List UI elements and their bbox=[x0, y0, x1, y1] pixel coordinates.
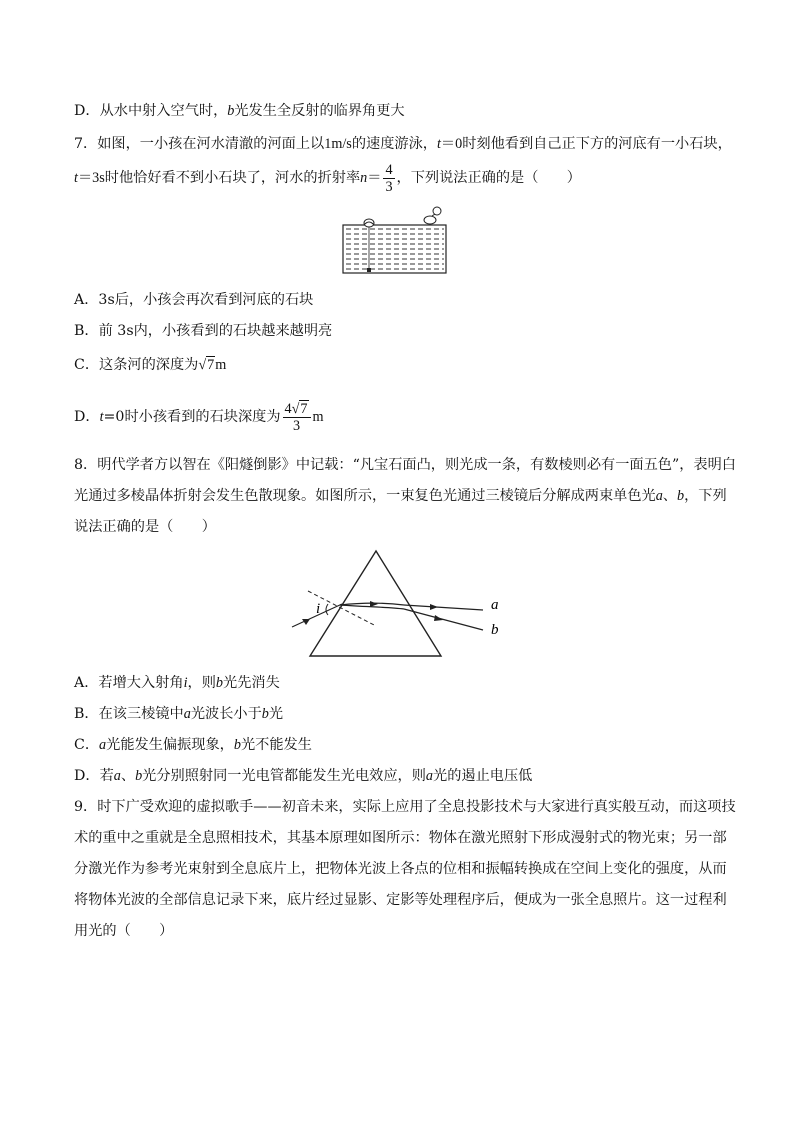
q8-optd-pre: D．若 bbox=[74, 768, 114, 784]
q9-stem-line3: 分激光作为参考光束射到全息底片上，把物体光波上各点的位相和振幅转换成在空间上变化的强度，从而 bbox=[74, 861, 727, 877]
var-a: a bbox=[99, 737, 107, 753]
q8-option-b bbox=[74, 704, 283, 724]
q7-option-d bbox=[74, 396, 324, 438]
q7-river-figure bbox=[340, 205, 450, 275]
var-b: b bbox=[135, 768, 143, 784]
q8-stem-line1: 8．明代学者方以智在《阳燧倒影》中记载：“凡宝石面凸，则光成一条，有数棱则必有一面五色”，表明白 bbox=[74, 457, 736, 473]
q9-stem-line1: 9．时下广受欢迎的虚拟歌手——初音未来，实际上应用了全息投影技术与大家进行真实般互动，而这项技 bbox=[74, 799, 736, 815]
ray-b-label: b bbox=[491, 622, 499, 638]
q6-optd-text-2: 光发生全反射的临界角更大 bbox=[234, 103, 405, 119]
child-right-icon bbox=[424, 207, 441, 224]
q7-speed: 1m/s bbox=[324, 136, 352, 152]
frac-coef: 4 bbox=[284, 400, 292, 417]
q6-option-d bbox=[74, 101, 405, 121]
sqrt-7: √7 bbox=[198, 357, 215, 373]
var-b: b bbox=[261, 706, 269, 722]
var-b: b bbox=[677, 488, 685, 504]
q9-stem-line2: 术的重中之重就是全息照相技术，其基本原理如图所示：物体在激光照射下形成漫射式的物光束；另一部 bbox=[74, 830, 727, 846]
sqrt-radicand: 7 bbox=[300, 400, 308, 417]
var-t: t bbox=[436, 136, 441, 152]
q8-option-d bbox=[74, 766, 532, 786]
q8-prism-figure bbox=[288, 546, 508, 662]
q7-option-b: B．前 3s内，小孩看到的石块越来越明亮 bbox=[74, 323, 333, 339]
var-b: b bbox=[227, 103, 235, 119]
q8-opta-pre: A．若增大入射角 bbox=[74, 675, 184, 691]
var-a: a bbox=[183, 706, 191, 722]
q8-opta-post: 光先消失 bbox=[223, 675, 280, 691]
q7-optd-pre: D． bbox=[74, 409, 100, 425]
q7-stem-line1 bbox=[74, 134, 732, 154]
frac-num: 4 bbox=[385, 161, 393, 178]
q7-optc-pre: C．这条河的深度为 bbox=[74, 357, 199, 373]
unit-m: m bbox=[312, 409, 324, 425]
q7-t-eq: ＝0 bbox=[440, 136, 463, 152]
q8-l2-pre: 光通过多棱晶体折射会发生色散现象。如图所示，一束复色光通过三棱镜后分解成两束单色光 bbox=[74, 488, 656, 504]
var-t: t bbox=[74, 170, 78, 186]
q7-option-a: A．3s后，小孩会再次看到河底的石块 bbox=[74, 292, 314, 308]
var-n: n bbox=[360, 170, 368, 186]
q7-stem-line2 bbox=[74, 158, 581, 198]
ray-a-label: a bbox=[491, 597, 499, 613]
q8-l2-post: ，下列 bbox=[684, 488, 727, 504]
q8-optd-mid: 光分别照射同一光电管都能发生光电效应，则 bbox=[142, 768, 426, 784]
q7-l2-mid: 时他恰好看不到小石块了，河水的折射率 bbox=[104, 170, 361, 186]
sep: 、 bbox=[662, 488, 677, 504]
q7-l1-pre: 7．如图，一小孩在河水清澈的河面上以 bbox=[74, 136, 325, 152]
q6-optd-text: D．从水中射入空气时， bbox=[74, 103, 228, 119]
q7-t-eq2: ＝3s bbox=[77, 170, 105, 186]
q8-opta-mid: ，则 bbox=[187, 675, 216, 691]
q8-optc-post: 光不能发生 bbox=[240, 737, 312, 753]
var-a: a bbox=[655, 488, 663, 504]
q7-l2-post: ，下列说法正确的是（ ） bbox=[396, 170, 581, 186]
fraction-4sqrt7-3: $\frac{4√7}{3}$ bbox=[283, 401, 311, 434]
sqrt-radicand: 7 bbox=[207, 357, 215, 373]
q8-option-a bbox=[74, 673, 280, 693]
q8-stem-line3: 说法正确的是（ ） bbox=[74, 519, 216, 535]
q7-l1-post: 时刻他看到自己正下方的河底有一小石块， bbox=[462, 136, 732, 152]
q8-optb-pre: B．在该三棱镜中 bbox=[74, 706, 184, 722]
frac-den: 3 bbox=[292, 417, 301, 434]
q8-optb-mid: 光波长小于 bbox=[190, 706, 262, 722]
q8-optd-post: 光的遏止电压低 bbox=[433, 768, 533, 784]
unit-m: m bbox=[215, 357, 227, 373]
child-left-icon bbox=[364, 219, 374, 227]
q7-optd-post: =0时小孩看到的石块深度为 bbox=[103, 409, 281, 425]
var-b: b bbox=[215, 675, 223, 691]
var-a: a bbox=[425, 768, 434, 784]
q9-stem-line4: 将物体光波的全部信息记录下来，底片经过显影、定影等处理程序后，便成为一张全息照片。这一过程利 bbox=[74, 892, 727, 908]
q8-stem-line2 bbox=[74, 486, 727, 506]
q8-optb-post: 光 bbox=[268, 706, 284, 722]
q8-option-c bbox=[74, 735, 312, 755]
q8-optc-mid: 光能发生偏振现象， bbox=[106, 737, 234, 753]
frac-den: 3 bbox=[385, 178, 393, 195]
q7-l1-mid: 的速度游泳， bbox=[351, 136, 437, 152]
var-t: t bbox=[99, 409, 104, 425]
angle-i-label: i bbox=[316, 601, 321, 617]
q7-option-c bbox=[74, 352, 226, 378]
var-i: i bbox=[183, 675, 188, 691]
q7-n-eq: ＝ bbox=[367, 170, 382, 186]
var-a: a bbox=[113, 768, 121, 784]
sep: 、 bbox=[120, 768, 136, 784]
fraction-4-3 bbox=[383, 162, 394, 195]
q9-stem-line5: 用光的（ ） bbox=[74, 923, 174, 939]
q8-optc-pre: C． bbox=[74, 737, 100, 753]
var-b: b bbox=[233, 737, 241, 753]
